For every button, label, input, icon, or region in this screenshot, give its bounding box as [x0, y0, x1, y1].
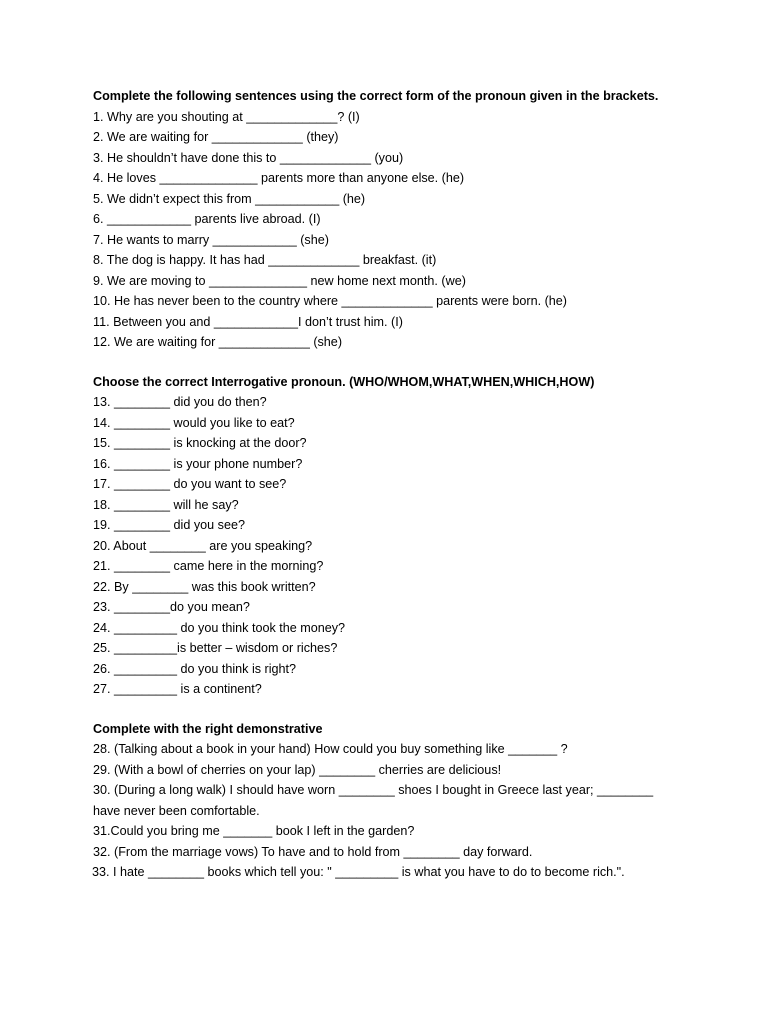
list-item: 17. ________ do you want to see? — [93, 477, 287, 491]
list-item: 18. ________ will he say? — [93, 497, 239, 512]
list-item: 6. ____________ parents live abroad. (I) — [93, 212, 321, 226]
section-heading: Complete the following sentences using the correct form of the pronoun given in the brackets. — [93, 89, 659, 103]
list-item: 4. He loves ______________ parents more than anyone else. (he) — [93, 171, 465, 185]
list-item: 30. (During a long walk) I should have worn ________ shoes I bought in Greece last year; ________ have never been comfortable. — [93, 783, 654, 818]
list-item: 9. We are moving to ______________ new home next month. (we) — [93, 273, 466, 288]
list-item: 22. By ________ was this book written? — [93, 579, 316, 594]
list-item: 3. He shouldn’t have done this to _____________ (you) — [93, 150, 404, 165]
list-item: 10. He has never been to the country where _____________ parents were born. (he) — [93, 294, 567, 308]
list-item: 2. We are waiting for _____________ (they) — [93, 130, 339, 144]
section-spacer — [93, 353, 668, 372]
list-item: 29. (With a bowl of cherries on your lap) ________ cherries are delicious! — [93, 762, 502, 777]
section-heading: Complete with the right demonstrative — [93, 721, 323, 736]
list-item: 14. ________ would you like to eat? — [93, 415, 295, 430]
section-pronouns — [93, 86, 668, 353]
list-item: 25. _________is better – wisdom or riches? — [93, 641, 338, 655]
list-item: 12. We are waiting for _____________ (she) — [93, 335, 343, 349]
list-item: 1. Why are you shouting at _____________? (I) — [93, 109, 360, 124]
section-spacer — [93, 700, 668, 719]
list-item: 20. About ________ are you speaking? — [93, 538, 313, 553]
section-demonstratives — [93, 719, 668, 883]
worksheet-page — [93, 86, 668, 883]
section-heading: Choose the correct Interrogative pronoun. (WHO/WHOM,WHAT,WHEN,WHICH,HOW) — [93, 374, 595, 389]
list-item: 23. ________do you mean? — [93, 600, 250, 614]
list-item: 28. (Talking about a book in your hand) How could you buy something like _______ ? — [93, 742, 568, 756]
list-item: 5. We didn’t expect this from ____________ (he) — [93, 191, 366, 206]
list-item: 21. ________ came here in the morning? — [93, 559, 324, 573]
list-item: 13. ________ did you do then? — [93, 395, 267, 409]
list-item: 8. The dog is happy. It has had _____________ breakfast. (it) — [93, 253, 437, 267]
list-item: 27. _________ is a continent? — [93, 682, 262, 696]
section-interrogative — [93, 372, 668, 700]
list-item: 33. I hate ________ books which tell you: " _________ is what you have to do to become rich.". — [92, 865, 625, 879]
list-item: 7. He wants to marry ____________ (she) — [93, 232, 329, 247]
list-item: 15. ________ is knocking at the door? — [93, 436, 307, 450]
list-item: 31.Could you bring me _______ book I left in the garden? — [93, 824, 415, 838]
list-item: 24. _________ do you think took the money? — [93, 620, 346, 635]
list-item: 16. ________ is your phone number? — [93, 456, 303, 471]
list-item: 11. Between you and ____________I don’t trust him. (I) — [93, 314, 403, 329]
list-item: 32. (From the marriage vows) To have and to hold from ________ day forward. — [93, 844, 533, 859]
list-item: 26. _________ do you think is right? — [93, 661, 297, 676]
list-item: 19. ________ did you see? — [93, 518, 245, 532]
